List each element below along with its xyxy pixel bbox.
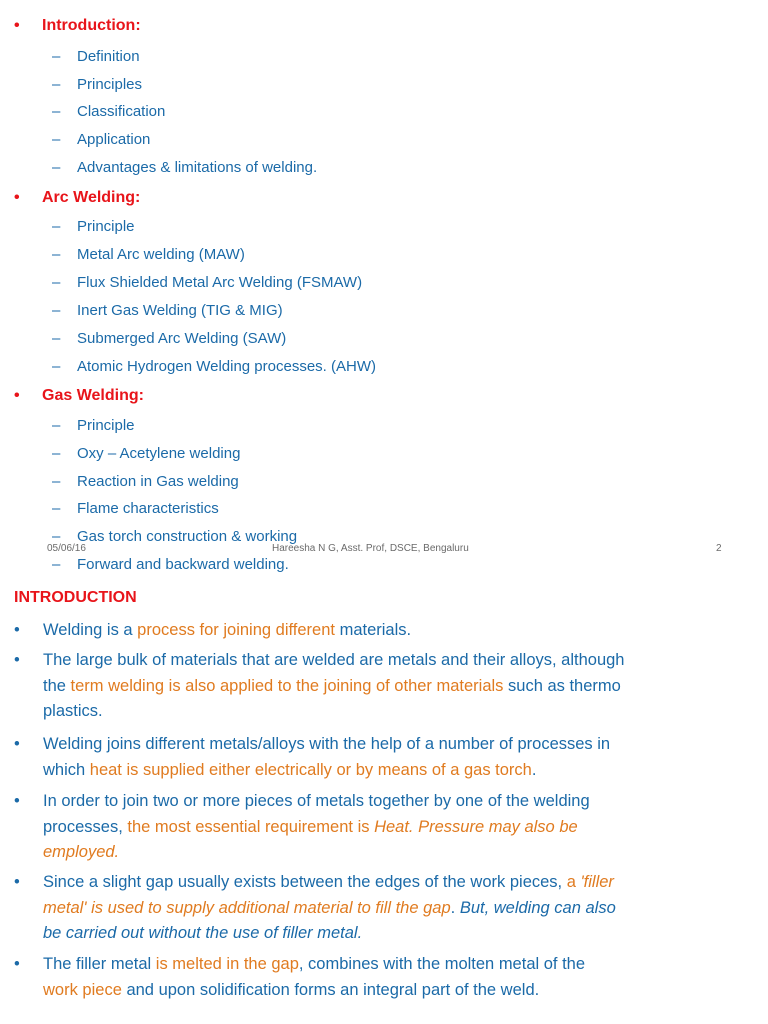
list-item: – Principle xyxy=(52,218,135,235)
bullet: • xyxy=(14,873,20,891)
paragraph: • Since a slight gap usually exists between the edges of the work pieces, a 'filler metal' is used to supply additional material to fill the gap. But, welding can also be carried out without the use of filler metal. xyxy=(14,870,764,947)
list-item: – Definition xyxy=(52,48,140,65)
list-item: – Inert Gas Welding (TIG & MIG) xyxy=(52,302,283,319)
list-item: – Reaction in Gas welding xyxy=(52,473,239,490)
paragraph: • The filler metal is melted in the gap, combines with the molten metal of the work piece and upon solidification forms an integral part of the weld. xyxy=(14,952,764,1003)
list-item: – Classification xyxy=(52,103,166,120)
bullet: • xyxy=(14,621,20,639)
footer-page-number: 2 xyxy=(716,543,722,554)
bullet: • xyxy=(14,651,20,669)
section-heading-arc-welding: • Arc Welding: xyxy=(14,189,141,206)
list-item: – Atomic Hydrogen Welding processes. (AHW) xyxy=(52,358,376,375)
list-item: – Submerged Arc Welding (SAW) xyxy=(52,330,287,347)
paragraph: • In order to join two or more pieces of metals together by one of the welding processes, the most essential requirement is Heat. Pressure may also be employed. xyxy=(14,789,764,866)
paragraph: • The large bulk of materials that are welded are metals and their alloys, although the term welding is also applied to the joining of other materials such as thermo plastics. xyxy=(14,648,764,725)
list-item: – Principles xyxy=(52,76,143,93)
list-item: – Gas torch construction & working xyxy=(52,528,298,545)
footer-author: Hareesha N G, Asst. Prof, DSCE, Bengaluru xyxy=(272,543,469,554)
paragraph: • Welding joins different metals/alloys with the help of a number of processes in which heat is supplied either electrically or by means of a gas torch. xyxy=(14,732,764,783)
list-item: – Flux Shielded Metal Arc Welding (FSMAW) xyxy=(52,274,363,291)
list-item: – Forward and backward welding. xyxy=(52,556,289,573)
page-title: INTRODUCTION xyxy=(14,589,137,606)
list-item: – Flame characteristics xyxy=(52,500,219,517)
list-item: – Oxy – Acetylene welding xyxy=(52,445,241,462)
bullet: • xyxy=(14,735,20,753)
section-heading-gas-welding: • Gas Welding: xyxy=(14,387,144,404)
paragraph: • Welding is a process for joining different materials. xyxy=(14,618,764,644)
bullet: • xyxy=(14,792,20,810)
list-item: – Advantages & limitations of welding. xyxy=(52,159,318,176)
bullet: • xyxy=(14,955,20,973)
list-item: – Metal Arc welding (MAW) xyxy=(52,246,245,263)
list-item: – Principle xyxy=(52,417,135,434)
section-heading-introduction: • Introduction: xyxy=(14,17,141,34)
list-item: – Application xyxy=(52,131,151,148)
footer-date: 05/06/16 xyxy=(47,543,86,554)
